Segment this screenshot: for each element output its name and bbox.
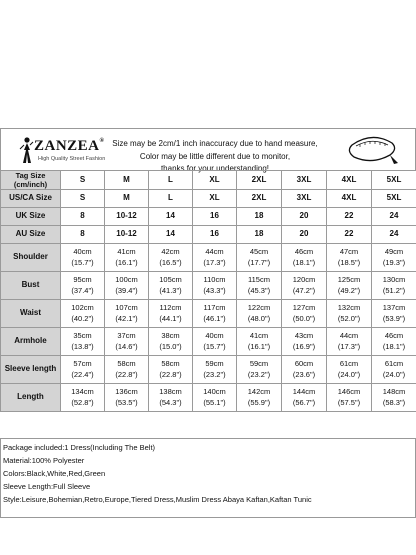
measure-inch: (23.2") — [247, 369, 271, 379]
measure-inch: (18.1") — [382, 341, 406, 351]
detail-sleeve: Sleeve Length:Full Sleeve — [3, 482, 91, 491]
measure-cell — [282, 328, 327, 356]
notice-line: thanks for your understanding! — [160, 164, 270, 173]
table-row — [1, 208, 416, 226]
table-row — [1, 226, 416, 244]
brand-name: ZANZEA® — [34, 138, 105, 154]
measure-cm: 136cm — [115, 387, 138, 396]
measure-cm: 122cm — [247, 303, 271, 312]
row-label: Armhole — [1, 328, 61, 356]
measure-cm: 125cm — [337, 275, 361, 284]
size-cell: 20 — [282, 226, 327, 244]
measure-inch: (23.2") — [203, 369, 226, 379]
measure-cell — [282, 356, 327, 384]
measure-cm: 41cm — [249, 331, 269, 340]
row-label: Sleeve length — [1, 356, 61, 384]
measure-cell — [105, 272, 149, 300]
measure-cell — [193, 272, 237, 300]
size-cell: 14 — [149, 226, 193, 244]
measure-cm: 61cm — [384, 359, 404, 368]
product-details — [0, 438, 416, 518]
measure-cell — [149, 272, 193, 300]
measure-cm: 44cm — [339, 331, 359, 340]
notice-line: Color may be little different due to monitor, — [139, 151, 291, 161]
measure-cm: 105cm — [159, 275, 182, 284]
measure-inch: (47.2") — [292, 285, 316, 295]
measure-cm: 44cm — [205, 247, 224, 256]
measure-cell — [105, 328, 149, 356]
measure-cell — [61, 356, 105, 384]
measure-inch: (50.0") — [292, 313, 316, 323]
row-label: Shoulder — [1, 244, 61, 272]
measure-inch: (23.6") — [292, 369, 316, 379]
measure-cell — [327, 356, 372, 384]
measure-cell — [327, 300, 372, 328]
measure-cm: 47cm — [339, 247, 359, 256]
measure-inch: (49.2") — [337, 285, 361, 295]
row-label: AU Size — [1, 226, 61, 244]
measure-cell — [149, 384, 193, 412]
table-row — [1, 244, 416, 272]
size-cell: S — [61, 190, 105, 208]
measure-cm: 148cm — [382, 387, 406, 396]
measure-cm: 95cm — [73, 275, 92, 284]
measure-cm: 120cm — [292, 275, 316, 284]
detail-colors: Colors:Black,White,Red,Green — [3, 469, 106, 478]
measure-cm: 130cm — [382, 275, 406, 284]
size-cell: 16 — [193, 208, 237, 226]
measure-inch: (58.3") — [382, 397, 406, 407]
size-header: L — [149, 171, 193, 190]
measure-inch: (22.4") — [71, 369, 94, 379]
measure-cm: 138cm — [159, 387, 182, 396]
measuring-tape-icon — [342, 133, 402, 167]
measure-inch: (45.3") — [247, 285, 271, 295]
measure-cm: 132cm — [337, 303, 361, 312]
table-row — [1, 300, 416, 328]
size-header: 4XL — [327, 171, 372, 190]
measure-inch: (52.0") — [337, 313, 361, 323]
measure-cell — [327, 272, 372, 300]
measure-cm: 115cm — [248, 275, 270, 284]
measure-inch: (15.7") — [71, 257, 94, 267]
measure-cell — [282, 384, 327, 412]
measure-cm: 49cm — [384, 247, 404, 256]
measure-cell — [372, 244, 416, 272]
size-cell: 24 — [372, 226, 416, 244]
measure-cell — [372, 328, 416, 356]
measure-cell — [61, 300, 105, 328]
measure-cm: 58cm — [161, 359, 180, 368]
measure-cm: 140cm — [203, 387, 226, 396]
measure-inch: (19.3") — [382, 257, 406, 267]
measure-cell — [193, 244, 237, 272]
measure-cm: 60cm — [294, 359, 314, 368]
measure-cell — [105, 356, 149, 384]
row-label: Bust — [1, 272, 61, 300]
measure-cm: 58cm — [117, 359, 136, 368]
size-cell: 22 — [327, 226, 372, 244]
measure-cell — [372, 356, 416, 384]
measure-inch: (54.3") — [159, 397, 182, 407]
measure-inch: (18.1") — [292, 257, 316, 267]
measure-cm: 146cm — [337, 387, 361, 396]
measure-cell — [105, 244, 149, 272]
measure-cell — [327, 384, 372, 412]
measure-cell — [193, 384, 237, 412]
measure-inch: (55.9") — [247, 397, 271, 407]
measure-cell — [372, 272, 416, 300]
size-header: 5XL — [372, 171, 416, 190]
measure-cell — [237, 300, 282, 328]
measure-cell — [237, 328, 282, 356]
size-cell: 14 — [149, 208, 193, 226]
measure-inch: (17.3") — [337, 341, 361, 351]
row-label: Waist — [1, 300, 61, 328]
size-cell: 8 — [61, 208, 105, 226]
size-cell: 20 — [282, 208, 327, 226]
measure-inch: (15.7") — [203, 341, 226, 351]
size-cell: L — [149, 190, 193, 208]
table-row — [1, 356, 416, 384]
measure-inch: (16.9") — [292, 341, 316, 351]
measure-cell — [282, 300, 327, 328]
measure-inch: (24.0") — [337, 369, 361, 379]
size-cell: 10-12 — [105, 226, 149, 244]
measure-cell — [282, 272, 327, 300]
measure-cm: 112cm — [159, 303, 182, 312]
measure-cm: 35cm — [73, 331, 92, 340]
size-cell: M — [105, 190, 149, 208]
measure-inch: (17.7") — [247, 257, 271, 267]
registered-mark: ® — [99, 138, 105, 144]
size-chart-table — [0, 170, 416, 412]
measure-inch: (43.3") — [203, 285, 226, 295]
measure-cm: 100cm — [115, 275, 138, 284]
brand-tagline: High Quality Street Fashion — [38, 156, 106, 162]
measure-cm: 61cm — [339, 359, 359, 368]
notice-line: Size may be 2cm/1 inch inaccuracy due to hand measure, — [112, 139, 318, 148]
size-cell: 5XL — [372, 190, 416, 208]
measure-cell — [372, 384, 416, 412]
measure-cm: 46cm — [384, 331, 404, 340]
measure-cell — [237, 244, 282, 272]
measure-cell — [193, 356, 237, 384]
measure-cm: 142cm — [247, 387, 271, 396]
table-row — [1, 328, 416, 356]
size-header: 2XL — [237, 171, 282, 190]
measure-cm: 40cm — [205, 331, 224, 340]
measure-cell — [327, 244, 372, 272]
measure-cm: 102cm — [71, 303, 94, 312]
size-header: S — [61, 171, 105, 190]
size-header: XL — [193, 171, 237, 190]
row-label: Length — [1, 384, 61, 412]
brand-logo — [18, 136, 108, 166]
measure-inch: (42.1") — [115, 313, 138, 323]
size-cell: XL — [193, 190, 237, 208]
measure-inch: (40.2") — [71, 313, 94, 323]
row-label: US/CA Size — [1, 190, 61, 208]
measure-inch: (53.5") — [115, 397, 138, 407]
measure-inch: (18.5") — [337, 257, 361, 267]
measure-cell — [327, 328, 372, 356]
measure-cm: 57cm — [73, 359, 92, 368]
measure-cell — [237, 356, 282, 384]
measure-cm: 43cm — [294, 331, 314, 340]
measure-cell — [237, 272, 282, 300]
measure-inch: (22.8") — [159, 369, 182, 379]
measure-cm: 134cm — [71, 387, 94, 396]
measure-cell — [61, 272, 105, 300]
size-cell: 18 — [237, 226, 282, 244]
measure-cell — [105, 384, 149, 412]
row-label: Tag Size (cm/inch) — [1, 171, 61, 190]
measure-inch: (52.8") — [71, 397, 94, 407]
measure-cell — [61, 328, 105, 356]
measure-cell — [193, 300, 237, 328]
size-cell: 10-12 — [105, 208, 149, 226]
measure-cell — [61, 244, 105, 272]
measure-cm: 137cm — [382, 303, 406, 312]
measure-cm: 45cm — [249, 247, 269, 256]
measure-inch: (14.6") — [115, 341, 138, 351]
measure-inch: (53.9") — [382, 313, 406, 323]
measure-inch: (16.1") — [115, 257, 138, 267]
size-cell: 2XL — [237, 190, 282, 208]
measure-cm: 38cm — [161, 331, 180, 340]
measure-inch: (51.2") — [382, 285, 406, 295]
measure-inch: (17.3") — [203, 257, 226, 267]
measure-inch: (16.1") — [247, 341, 271, 351]
measure-cm: 40cm — [73, 247, 92, 256]
measure-inch: (48.0") — [247, 313, 271, 323]
measure-inch: (15.0") — [159, 341, 182, 351]
measure-inch: (55.1") — [203, 397, 226, 407]
size-cell: 22 — [327, 208, 372, 226]
measure-cm: 59cm — [249, 359, 269, 368]
measure-cell — [149, 356, 193, 384]
measure-cell — [149, 328, 193, 356]
table-row — [1, 272, 416, 300]
measure-inch: (46.1") — [203, 313, 226, 323]
detail-material: Material:100% Polyester — [3, 456, 85, 465]
measure-inch: (56.7") — [292, 397, 316, 407]
measure-inch: (57.5") — [337, 397, 361, 407]
measure-cell — [61, 384, 105, 412]
measure-inch: (41.3") — [159, 285, 182, 295]
table-row — [1, 384, 416, 412]
measure-cm: 144cm — [292, 387, 316, 396]
measure-cell — [105, 300, 149, 328]
measure-cm: 59cm — [205, 359, 224, 368]
size-cell: 16 — [193, 226, 237, 244]
measure-inch: (13.8") — [71, 341, 94, 351]
size-cell: 3XL — [282, 190, 327, 208]
measure-cell — [372, 300, 416, 328]
measure-cm: 42cm — [161, 247, 180, 256]
measure-inch: (39.4") — [115, 285, 138, 295]
measure-cm: 110cm — [203, 275, 226, 284]
size-cell: 18 — [237, 208, 282, 226]
measure-inch: (16.5") — [159, 257, 182, 267]
table-row — [1, 190, 416, 208]
size-header: M — [105, 171, 149, 190]
measure-cell — [149, 244, 193, 272]
detail-style: Style:Leisure,Bohemian,Retro,Europe,Tiered Dress,Muslim Dress Abaya Kaftan,Kaftan Tunic — [3, 495, 312, 504]
measure-cell — [193, 328, 237, 356]
measure-inch: (37.4") — [71, 285, 94, 295]
measure-cm: 46cm — [294, 247, 314, 256]
measure-cm: 41cm — [117, 247, 136, 256]
measure-cm: 37cm — [117, 331, 136, 340]
table-header-row — [1, 171, 416, 190]
measure-cm: 117cm — [203, 303, 226, 312]
measure-inch: (44.1") — [159, 313, 182, 323]
measure-cell — [237, 384, 282, 412]
detail-package: Package included:1 Dress(Including The Belt) — [3, 443, 156, 452]
measure-cm: 127cm — [292, 303, 316, 312]
measure-inch: (22.8") — [115, 369, 138, 379]
size-cell: 4XL — [327, 190, 372, 208]
measure-cell — [149, 300, 193, 328]
measure-cell — [282, 244, 327, 272]
row-label: UK Size — [1, 208, 61, 226]
measure-inch: (24.0") — [382, 369, 406, 379]
size-header: 3XL — [282, 171, 327, 190]
measure-cm: 107cm — [115, 303, 138, 312]
size-cell: 8 — [61, 226, 105, 244]
size-cell: 24 — [372, 208, 416, 226]
